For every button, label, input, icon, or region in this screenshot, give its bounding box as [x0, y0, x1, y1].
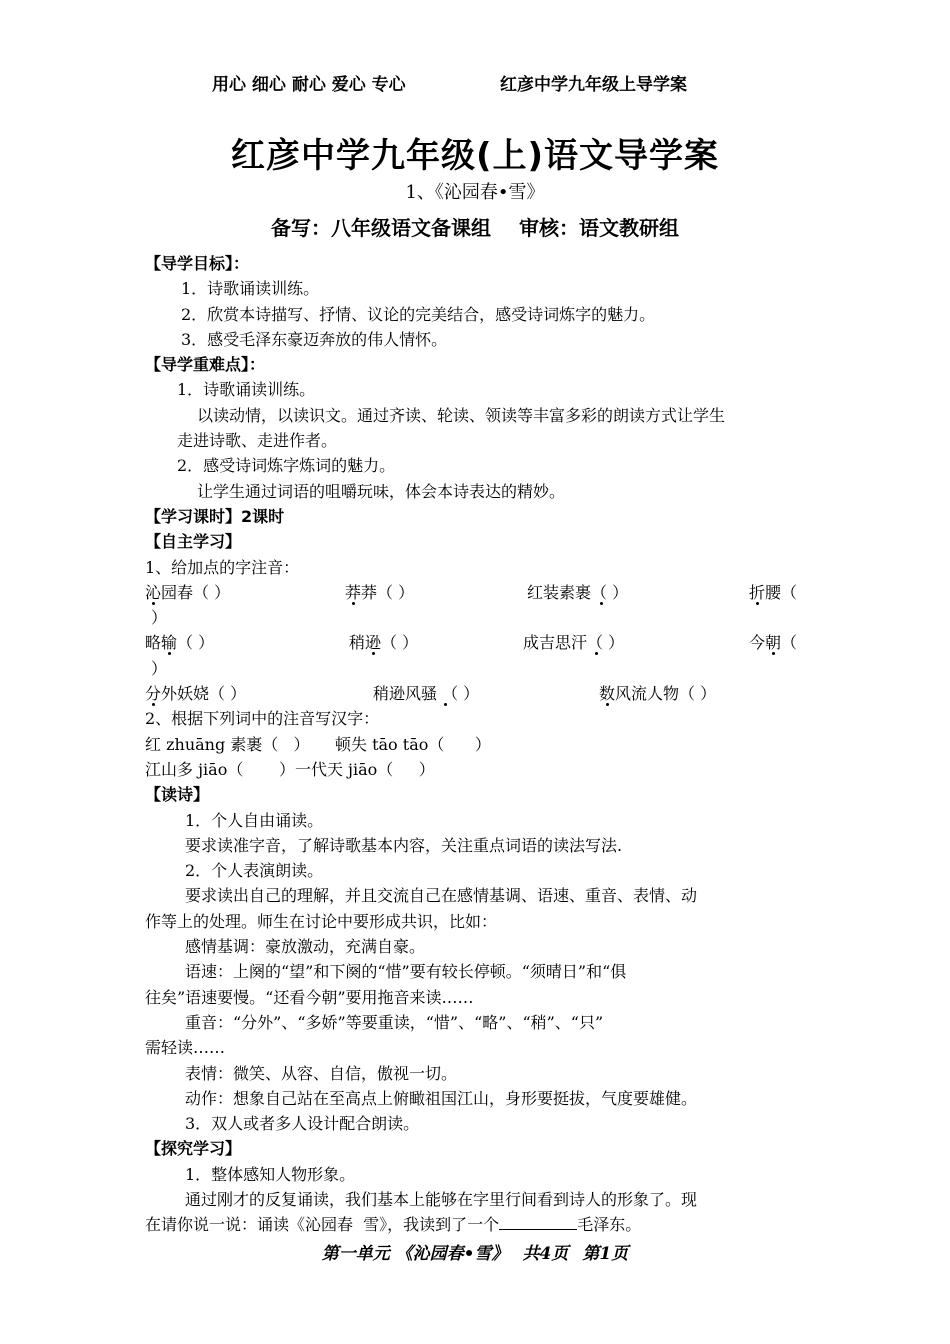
reading-expression: 表情：微笑、从容、自信，傲视一切。 — [185, 1063, 458, 1083]
reading-stress: 需轻读…… — [145, 1038, 226, 1058]
reading-step: 2．个人表演朗读。 — [185, 861, 324, 881]
keypoint-text: 让学生通过词语的咀嚼玩味，体会本诗表达的精妙。 — [197, 481, 566, 501]
document-body — [145, 251, 815, 1238]
reviewer-credit: 审核：语文教研组 — [519, 216, 679, 240]
writer-credit: 备写：八年级语文备课组 — [271, 216, 491, 240]
goal-item: 1．诗歌诵读训练。 — [181, 279, 320, 299]
pinyin-item: 沁园春（ ） — [145, 582, 231, 602]
reading-tone: 感情基调：豪放激动，充满自豪。 — [185, 937, 426, 957]
footer-page: 第1页 — [582, 1244, 629, 1264]
keypoint-item: 2．感受诗词炼字炼词的魅力。 — [177, 456, 396, 476]
explore-heading: 【探究学习】 — [145, 1139, 242, 1159]
keypoint-item: 1．诗歌诵读训练。 — [177, 380, 316, 400]
pinyin-row-1 — [145, 580, 815, 605]
reading-speed: 语速：上阕的“望”和下阕的“惜”要有较长停顿。“须晴日”和“俱 — [185, 962, 627, 982]
pinyin-row-3 — [145, 681, 815, 706]
goal-item: 2．欣赏本诗描写、抒情、议论的完美结合，感受诗词炼字的魅力。 — [181, 304, 656, 324]
pinyin-item: 成吉思汗（ ） — [523, 633, 625, 653]
explore-text: 通过刚才的反复诵读，我们基本上能够在字里行间看到诗人的形象了。现 — [185, 1189, 698, 1209]
footer-unit: 第一单元 《沁园春•雪》 — [321, 1244, 509, 1264]
pinyin-item: 稍逊（ ） — [349, 633, 419, 653]
pinyin-item: 数风流人物（ ） — [599, 684, 717, 704]
reading-stress: 重音：“分外”、“多娇”等要重读，“惜”、“略”、“稍”、“只” — [185, 1012, 604, 1032]
pinyin-row-2-wrap — [145, 656, 815, 681]
bracket-wrap: ） — [151, 608, 168, 628]
pinyin-item: 稍逊风骚 （ ） — [373, 684, 480, 704]
pinyin-write-line: 江山多 jiāo（ ）一代天 jiāo（ ） — [145, 759, 435, 779]
bracket-wrap: ） — [151, 658, 168, 678]
reading-text: 要求读出自己的理解，并且交流自己在感情基调、语速、重音、表情、动 — [185, 886, 698, 906]
reading-text: 要求读准字音，了解诗歌基本内容，关注重点词语的读法写法. — [185, 835, 623, 855]
period-line: 【学习课时】2课时 — [145, 506, 285, 526]
goals-heading: 【导学目标】： — [145, 254, 250, 273]
reading-action: 动作：想象自己站在至高点上俯瞰祖国江山，身形要挺拔，气度要雄健。 — [185, 1088, 698, 1108]
reading-step: 1．个人自由诵读。 — [185, 810, 324, 830]
header-motto: 用心 细心 耐心 爱心 专心 — [212, 75, 406, 95]
keypoint-text: 走进诗歌、走进作者。 — [177, 431, 338, 451]
pinyin-item: 莽莽（ ） — [345, 582, 415, 602]
goal-item: 3．感受毛泽东豪迈奔放的伟人情怀。 — [181, 329, 448, 349]
footer-total: 共4页 — [522, 1244, 569, 1264]
pinyin-write-line: 红 zhuāng 素裹（ ） 顿失 tāo tāo（ ） — [145, 734, 491, 754]
explore-step: 1．整体感知人物形象。 — [185, 1164, 356, 1184]
pinyin-item: 分外妖娆（ ） — [145, 684, 247, 704]
explore-text: 在请你说一说：诵读《沁园春 雪》，我读到了一个 — [145, 1215, 500, 1235]
self-study-heading: 【自主学习】 — [145, 532, 242, 552]
pinyin-item: 红装素裹（ ） — [527, 582, 629, 602]
reading-speed: 往矣”语速要慢。“还看今朝”要用拖音来读…… — [145, 987, 474, 1007]
page-subtitle: 1、《沁园春•雪》 — [405, 182, 545, 203]
page-title: 红彦中学九年级(上)语文导学案 — [230, 136, 720, 176]
reading-step: 3．双人或者多人设计配合朗读。 — [185, 1114, 420, 1134]
keypoint-text: 以读动情，以读识文。通过齐读、轮读、领读等丰富多彩的朗读方式让学生 — [197, 405, 726, 425]
question-1: 1、给加点的字注音： — [145, 557, 300, 577]
question-2: 2、根据下列词中的注音写汉字： — [145, 709, 380, 729]
pinyin-item: 折腰（ — [749, 582, 798, 602]
authors-line — [0, 212, 950, 241]
reading-heading: 【读诗】 — [145, 785, 210, 805]
pinyin-item: 今朝（ — [749, 633, 798, 653]
answer-blank[interactable] — [499, 1213, 577, 1230]
explore-fill-line — [145, 1212, 815, 1237]
page-footer — [0, 1239, 950, 1264]
pinyin-row-2 — [145, 630, 815, 655]
reading-text: 作等上的处理。师生在讨论中要形成共识，比如： — [145, 911, 498, 931]
keypoints-heading: 【导学重难点】： — [145, 355, 266, 375]
pinyin-row-1-wrap — [145, 605, 815, 630]
header-school: 红彦中学九年级上导学案 — [500, 75, 687, 95]
explore-text: 毛泽东。 — [577, 1215, 642, 1235]
pinyin-item: 略输（ ） — [145, 633, 215, 653]
